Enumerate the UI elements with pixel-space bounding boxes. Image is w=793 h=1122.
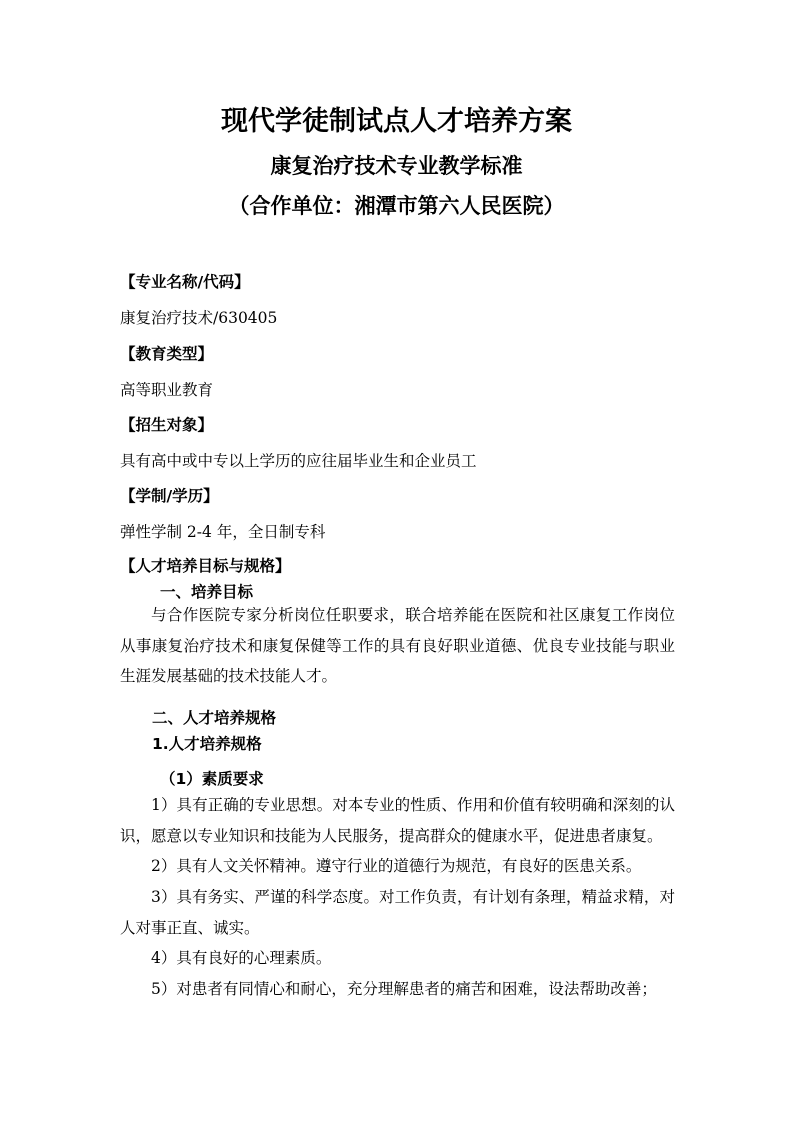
duration-heading: 【学制/学历】	[120, 487, 219, 505]
spec-subheading: 1.人才培养规格	[152, 735, 262, 753]
quality-item-1: 1）具有正确的专业思想。对本专业的性质、作用和价值有较明确和深刻的认识，愿意以专业知识和技能为人民服务，提高群众的健康水平，促进患者康复。	[120, 796, 675, 845]
goal-heading: 【人才培养目标与规格】	[120, 557, 291, 575]
document-subtitle: 康复治疗技术专业教学标准	[270, 154, 523, 178]
spec-heading: 二、人才培养规格	[152, 709, 277, 727]
enroll-value: 具有高中或中专以上学历的应往届毕业生和企业员工	[120, 452, 477, 470]
partner-unit: （合作单位：湘潭市第六人民医院）	[228, 194, 565, 218]
goal-paragraph: 与合作医院专家分析岗位任职要求，联合培养能在医院和社区康复工作岗位从事康复治疗技术和康复保健等工作的具有良好职业道德、优良专业技能与职业生涯发展基础的技术技能人才。	[120, 606, 675, 685]
document-title: 现代学徒制试点人才培养方案	[221, 106, 572, 137]
major-value: 康复治疗技术/630405	[120, 309, 278, 327]
edu-type-value: 高等职业教育	[120, 381, 214, 399]
edu-type-heading: 【教育类型】	[120, 345, 214, 363]
quality-item-2: 2）具有人文关怀精神。遵守行业的道德行为规范，有良好的医患关系。	[151, 857, 642, 875]
duration-value: 弹性学制 2-4 年，全日制专科	[120, 523, 326, 541]
goal-subheading: 一、培养目标	[160, 583, 254, 601]
quality-item-3: 3）具有务实、严谨的科学态度。对工作负责，有计划有条理，精益求精，对人对事正直、诚实。	[120, 888, 675, 937]
major-heading: 【专业名称/代码】	[120, 273, 250, 291]
enroll-heading: 【招生对象】	[120, 416, 214, 434]
quality-item-4: 4）具有良好的心理素质。	[151, 949, 332, 967]
quality-heading: （1）素质要求	[160, 770, 264, 788]
quality-item-5: 5）对患者有同情心和耐心，充分理解患者的痛苦和困难，设法帮助改善；	[151, 980, 657, 998]
